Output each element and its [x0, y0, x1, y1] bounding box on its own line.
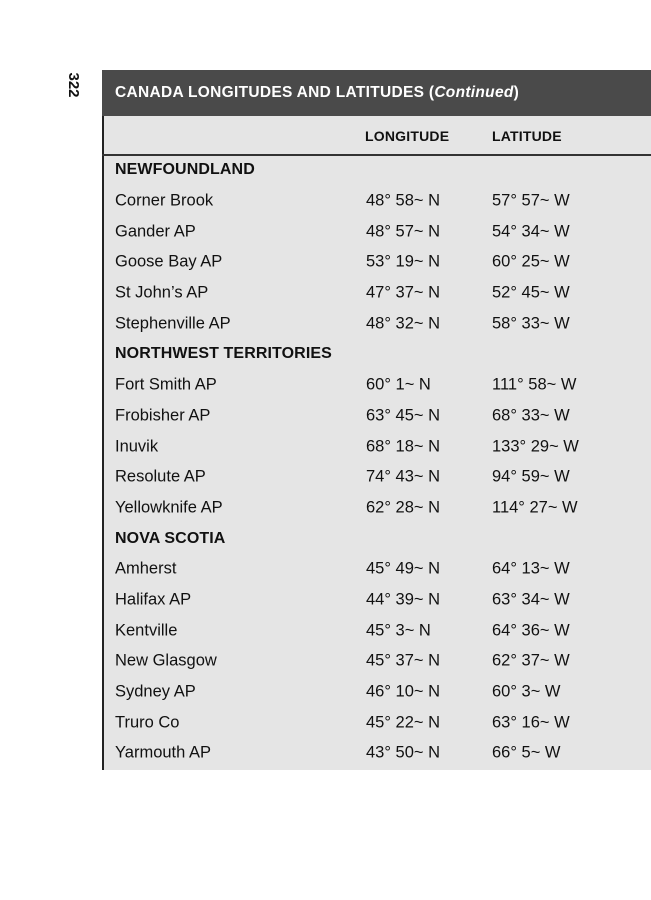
column-header-latitude: LATITUDE	[492, 128, 562, 144]
latitude-value: 60° 3~ W	[492, 682, 561, 701]
table-row	[102, 247, 651, 278]
latitude-value: 133° 29~ W	[492, 437, 579, 456]
longitude-value: 45° 37~ N	[366, 651, 441, 670]
table-row	[102, 677, 651, 708]
table-row	[102, 707, 651, 738]
longitude-value: 53° 19~ N	[366, 252, 441, 271]
location-name: Gander AP	[115, 222, 196, 241]
latitude-value: 63° 34~ W	[492, 590, 570, 609]
location-name: Corner Brook	[115, 191, 214, 210]
latitude-value: 94° 59~ W	[492, 467, 570, 486]
location-name: Halifax AP	[115, 590, 192, 609]
latitude-value: 111° 58~ W	[492, 375, 577, 394]
table-row	[102, 493, 651, 524]
longitude-value: 46° 10~ N	[366, 682, 441, 701]
latitude-value: 63° 16~ W	[492, 713, 570, 732]
table-row	[102, 216, 651, 247]
longitude-value: 63° 45~ N	[366, 406, 441, 425]
latitude-value: 68° 33~ W	[492, 406, 570, 425]
longitude-value: 44° 39~ N	[366, 590, 441, 609]
table-title	[102, 70, 651, 116]
longitude-value: 43° 50~ N	[366, 743, 441, 762]
table-row	[102, 646, 651, 677]
longitude-value: 45° 22~ N	[366, 713, 441, 732]
table-row	[102, 554, 651, 585]
table-title-continued: Continued	[434, 84, 514, 101]
location-name: Yellowknife AP	[115, 498, 223, 517]
table-title-close: )	[513, 84, 520, 101]
section-heading-row	[102, 155, 651, 186]
table-row	[102, 585, 651, 616]
table-row	[102, 278, 651, 309]
location-name: Resolute AP	[115, 467, 206, 486]
location-name: Inuvik	[115, 437, 159, 456]
section-heading-row	[102, 339, 651, 370]
longitude-value: 48° 58~ N	[366, 191, 441, 210]
table-row	[102, 401, 651, 432]
latitude-value: 64° 36~ W	[492, 621, 570, 640]
latitude-value: 58° 33~ W	[492, 314, 570, 333]
page-number: 322	[65, 72, 83, 98]
section-heading: NORTHWEST TERRITORIES	[115, 345, 332, 363]
table-row	[102, 186, 651, 217]
section-heading: NOVA SCOTIA	[115, 529, 226, 547]
longitude-value: 62° 28~ N	[366, 498, 441, 517]
table-row	[102, 738, 651, 769]
location-name: Stephenville AP	[115, 314, 231, 333]
location-name: New Glasgow	[115, 651, 217, 670]
longitude-value: 68° 18~ N	[366, 437, 441, 456]
latitude-value: 66° 5~ W	[492, 743, 561, 762]
longitude-value: 45° 3~ N	[366, 621, 431, 640]
table-row	[102, 370, 651, 401]
longitude-value: 60° 1~ N	[366, 375, 431, 394]
longitude-value: 45° 49~ N	[366, 559, 441, 578]
location-name: Truro Co	[115, 713, 180, 732]
section-heading: NEWFOUNDLAND	[115, 161, 255, 179]
latitude-value: 57° 57~ W	[492, 191, 570, 210]
table-body	[102, 155, 651, 769]
table-row	[102, 615, 651, 646]
latitude-value: 62° 37~ W	[492, 651, 570, 670]
location-name: St John’s AP	[115, 283, 209, 302]
column-header-longitude: LONGITUDE	[365, 128, 450, 144]
latitude-value: 60° 25~ W	[492, 252, 570, 271]
longitude-value: 74° 43~ N	[366, 467, 441, 486]
location-name: Kentville	[115, 621, 178, 640]
table-row	[102, 431, 651, 462]
table-row	[102, 308, 651, 339]
location-name: Goose Bay AP	[115, 252, 223, 271]
location-name: Fort Smith AP	[115, 375, 217, 394]
latitude-value: 54° 34~ W	[492, 222, 570, 241]
location-name: Frobisher AP	[115, 406, 211, 425]
location-name: Sydney AP	[115, 682, 196, 701]
section-heading-row	[102, 523, 651, 554]
longitude-value: 48° 32~ N	[366, 314, 441, 333]
latitude-value: 114° 27~ W	[492, 498, 578, 517]
latitude-value: 64° 13~ W	[492, 559, 570, 578]
longitude-value: 47° 37~ N	[366, 283, 441, 302]
latitude-value: 52° 45~ W	[492, 283, 570, 302]
table-row	[102, 462, 651, 493]
table-title-main: CANADA LONGITUDES AND LATITUDES (	[115, 84, 435, 101]
longitude-value: 48° 57~ N	[366, 222, 441, 241]
longitude-latitude-table	[102, 70, 651, 770]
location-name: Amherst	[115, 559, 177, 578]
location-name: Yarmouth AP	[115, 743, 211, 762]
